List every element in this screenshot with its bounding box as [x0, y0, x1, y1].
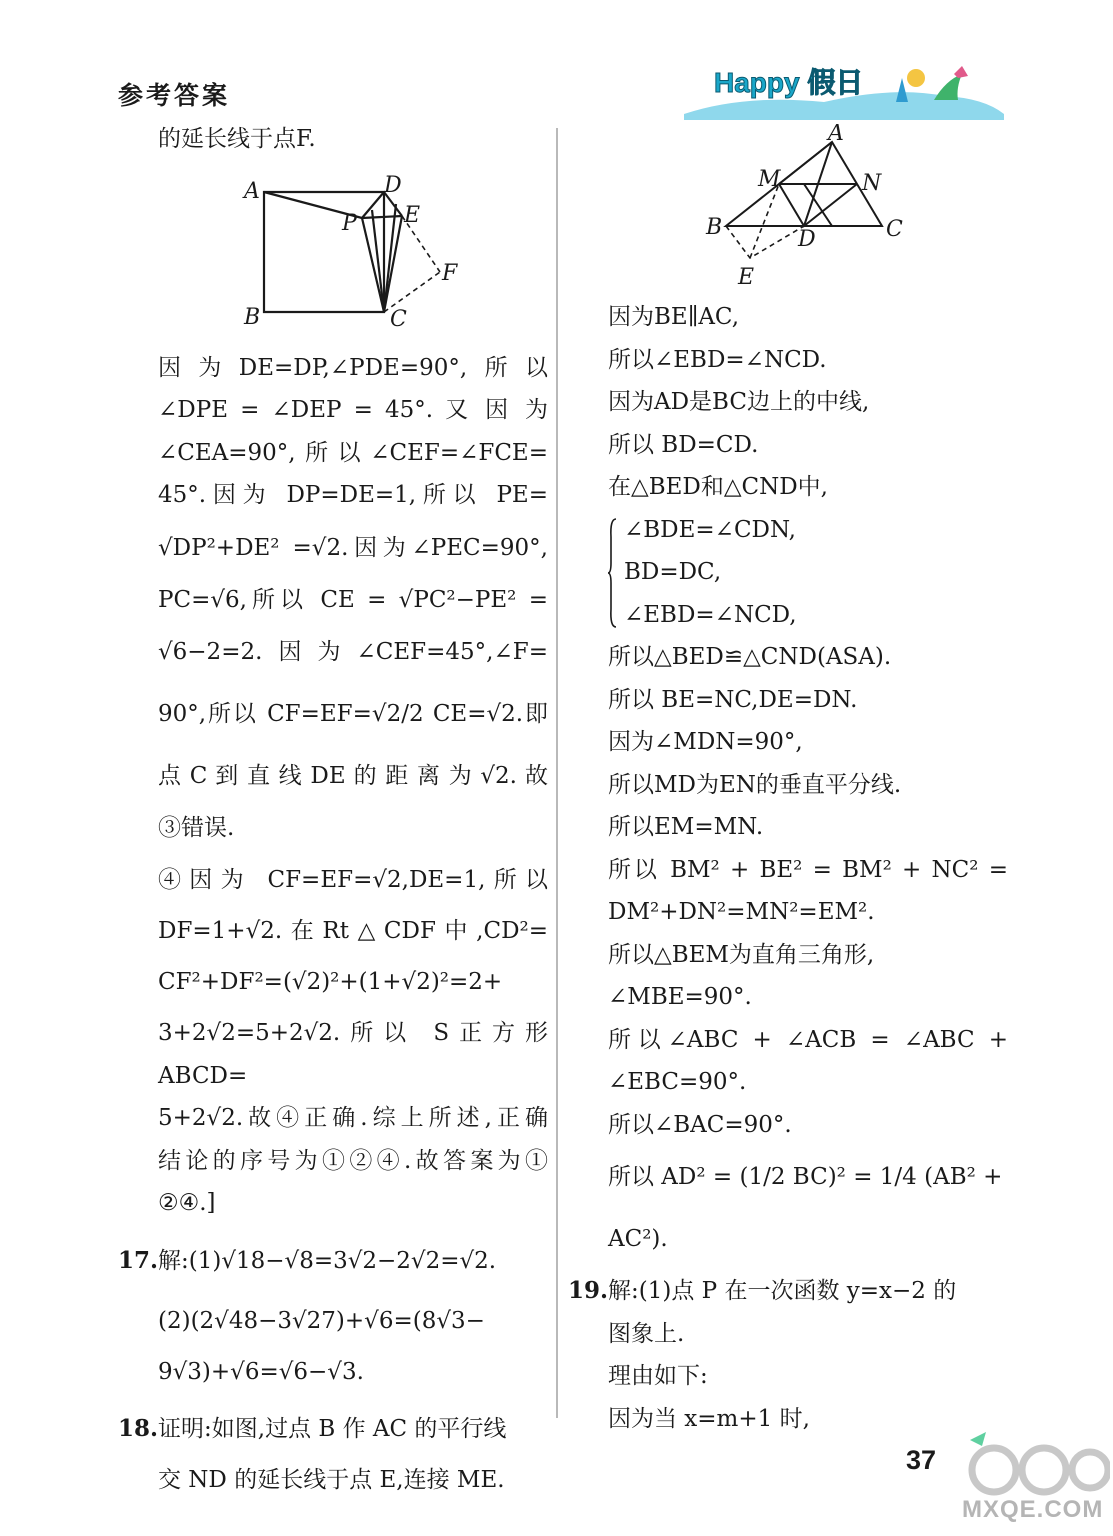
label-E: E — [738, 265, 755, 290]
question-number: 19. — [568, 1277, 609, 1304]
text-line: DM²+DN²=MN²=EM². — [608, 899, 875, 925]
text-line: 45°.因为 DP=DE=1,所以 PE= — [158, 482, 548, 508]
brand-logo — [684, 56, 1004, 120]
text-line: 因为∠MDN=90°, — [608, 729, 803, 755]
text-line: 的延长线于点F. — [158, 126, 316, 152]
page-number: 37 — [906, 1445, 937, 1475]
text-line: 所以EM=MN. — [608, 814, 764, 840]
text-line: 所以 BE=NC,DE=DN. — [608, 686, 858, 713]
text-line: 交 ND 的延长线于点 E,连接 ME. — [158, 1467, 505, 1493]
text-line: √DP²+DE² =√2.因为∠PEC=90°, — [158, 534, 548, 561]
figure-spacer — [118, 161, 548, 347]
text-line: 解:(1)√18−√8=3√2−2√2=√2. — [158, 1247, 497, 1274]
text-line: √6−2=2.因为∠CEF=45°,∠F= — [158, 639, 548, 665]
text-line: 结论的序号为①②④.故答案为① — [158, 1147, 548, 1174]
label-B: B — [706, 215, 723, 240]
text-line: 因为AD是BC边上的中线, — [608, 389, 870, 415]
label-P: P — [342, 211, 357, 236]
running-header: 参考答案 — [118, 81, 231, 110]
label-B: B — [244, 305, 261, 330]
label-A: A — [828, 124, 844, 146]
text-line: (2)(2√48−3√27)+√6=(8√3− — [158, 1307, 485, 1334]
label-E: E — [404, 203, 421, 228]
text-line: 9√3)+√6=√6−√3. — [158, 1358, 364, 1385]
text-line: 点 C 到 直 线 DE 的 距 离 为 √2. 故 — [158, 763, 548, 789]
label-F: F — [442, 261, 458, 286]
left-column — [118, 118, 548, 1502]
watermark-url: MXQE.COM — [962, 1496, 1104, 1523]
text-line: 所以∠ABC + ∠ACB = ∠ABC + — [608, 1026, 1008, 1053]
text-line: 3+2√2=5+2√2.所以 S正方形ABCD= — [158, 1020, 548, 1089]
text-line: 所以MD为EN的垂直平分线. — [608, 771, 902, 798]
text-line: 因为BE∥AC, — [608, 304, 740, 330]
question-number: 18. — [118, 1415, 159, 1442]
text-line: PC=√6,所以 CE = √PC²−PE² = — [158, 586, 548, 613]
right-column — [568, 296, 1008, 1440]
text-line: ∠MBE=90°. — [608, 984, 752, 1010]
text-line: AC²). — [608, 1226, 668, 1252]
question-19 — [568, 1270, 1008, 1440]
text-line: DF=1+√2.在Rt△CDF中,CD²= — [158, 917, 548, 944]
question-17 — [118, 1231, 548, 1394]
text-line: ∠EBC=90°. — [608, 1069, 747, 1095]
figure-triangle — [700, 124, 910, 292]
text-line: ∠BDE=∠CDN, — [624, 516, 796, 543]
text-line: 证明:如图,过点 B 作 AC 的平行线 — [158, 1416, 507, 1442]
text-line: ③错误. — [158, 815, 235, 841]
brace-icon — [608, 517, 616, 629]
label-C: C — [390, 307, 407, 332]
text-line: ∠EBD=∠NCD, — [624, 601, 797, 628]
text-line: 图象上. — [608, 1320, 685, 1347]
text-line: 解:(1)点 P 在一次函数 y=x−2 的 — [608, 1278, 957, 1304]
label-N: N — [862, 171, 882, 196]
label-M: M — [758, 167, 781, 192]
equation-system — [608, 509, 1008, 637]
text-line: 所以△BED≌△CND(ASA). — [608, 644, 892, 670]
text-line: 理由如下: — [608, 1363, 708, 1389]
label-D: D — [384, 173, 402, 198]
text-line: 所以 AD² = (1/2 BC)² = 1/4 (AB² + — [608, 1164, 1003, 1190]
label-D: D — [798, 227, 816, 252]
label-C: C — [886, 217, 903, 242]
text-line: 5+2√2.故④正确.综上所述,正确 — [158, 1105, 548, 1131]
question-number: 17. — [118, 1246, 159, 1274]
text-line: ∠CEA=90°,所以∠CEF=∠FCE= — [158, 439, 548, 466]
brand-text: Happy 假日 — [714, 67, 864, 98]
text-line: 所以∠EBD=∠NCD. — [608, 346, 827, 373]
text-line: ②④.] — [158, 1190, 216, 1216]
text-line: ∠DPE = ∠DEP = 45°. 又 因 为 — [158, 397, 548, 423]
text-line: 所以 BM² + BE² = BM² + NC² = — [608, 856, 1008, 883]
text-line: 所以 BD=CD. — [608, 431, 759, 458]
text-line: 所以△BEM为直角三角形, — [608, 941, 875, 968]
column-divider — [556, 128, 558, 1418]
label-A: A — [244, 179, 260, 204]
text-line: ④因为 CF=EF=√2,DE=1,所以 — [158, 866, 548, 893]
question-18 — [118, 1399, 548, 1502]
text-line: 在△BED和△CND中, — [608, 474, 828, 500]
text-line: 90°,所以 CF=EF=√2/2 CE=√2.即 — [158, 701, 548, 727]
text-line: CF²+DF²=(√2)²+(1+√2)²=2+ — [158, 969, 503, 995]
text-line: BD=DC, — [624, 559, 722, 585]
text-line: 所以∠BAC=90°. — [608, 1111, 792, 1138]
text-line: 因为DE=DP,∠PDE=90°,所以 — [158, 354, 548, 381]
text-line: 因为当 x=m+1 时, — [608, 1405, 810, 1432]
